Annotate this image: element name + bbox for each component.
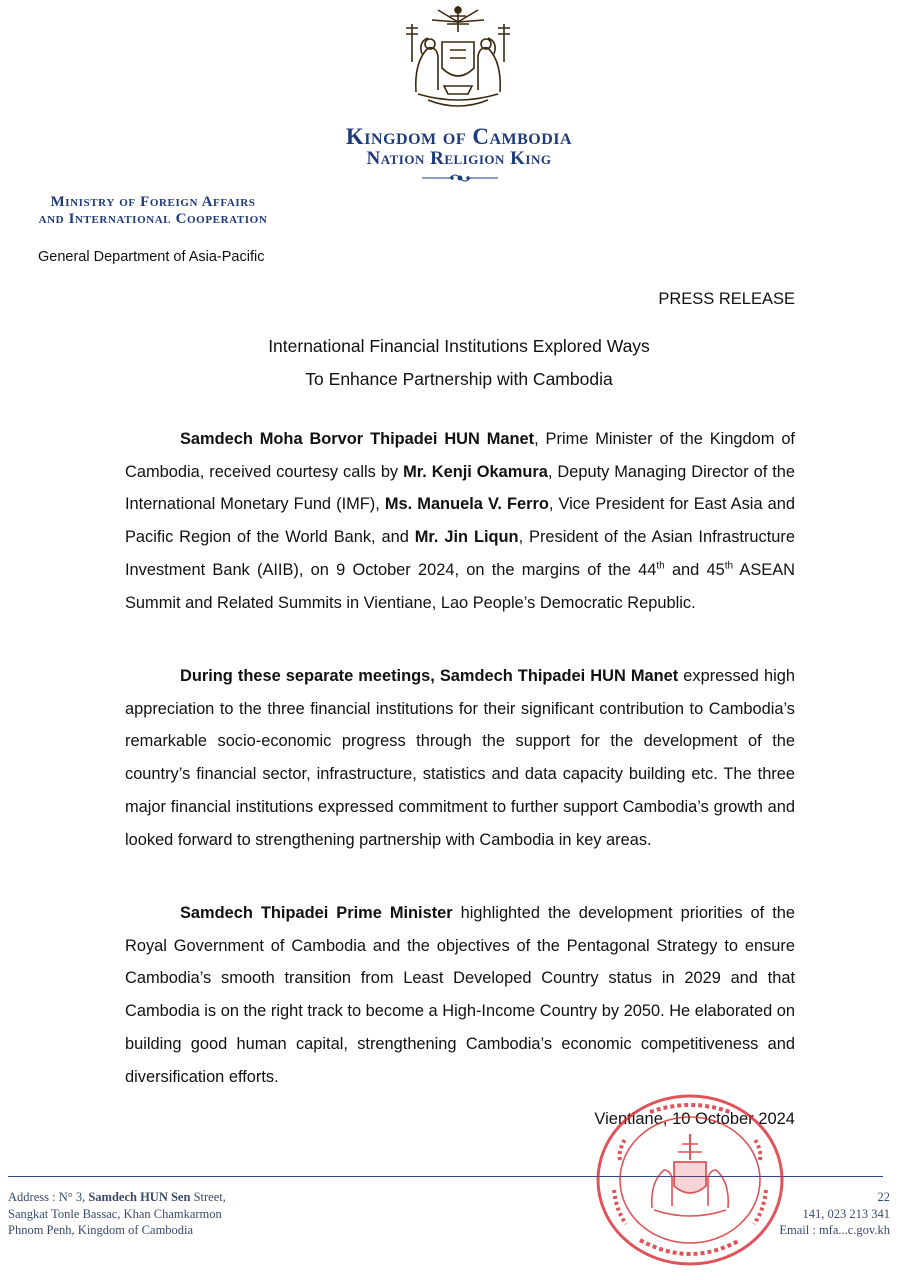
p1-text-1: , Prime Minister of the Kingdom of Cambodia, received courtesy calls by bbox=[125, 430, 795, 481]
ministry-line-1: Ministry of Foreign Affairs bbox=[50, 194, 256, 210]
p1-name-okamura: Mr. Kenji Okamura bbox=[403, 462, 548, 481]
p1-text-2: , Deputy Managing Director of the International Monetary Fund (IMF), bbox=[125, 462, 795, 514]
p1-name-ferro: Ms. Manuela V. Ferro bbox=[384, 495, 549, 514]
p1-text-3: , Vice President for East Asia and Pacific Region of the World Bank, and bbox=[125, 495, 795, 547]
p1-text-4: , President of the Asian Infrastructure Investment Bank (AIIB), on 9 October 2024, on the margins of the 44 bbox=[125, 528, 795, 579]
phone-line-1: 22 bbox=[877, 1190, 890, 1204]
paragraph-2 bbox=[125, 660, 795, 856]
email-line: Email : mfa...c.gov.kh bbox=[779, 1223, 890, 1237]
title-line-2: To Enhance Partnership with Cambodia bbox=[305, 369, 613, 389]
royal-arms-emblem-icon bbox=[398, 2, 518, 114]
p1-text-6: ASEAN Summit and Related Summits in Vientiane, Lao People’s Democratic Republic. bbox=[125, 560, 795, 612]
paragraph-3 bbox=[125, 897, 795, 1093]
footer-address bbox=[8, 1189, 328, 1239]
department-name: General Department of Asia-Pacific bbox=[38, 249, 265, 265]
p3-text: highlighted the development priorities of the Royal Government of Cambodia and the objectives of the Pentagonal Strategy to ensure Cambodia’s smooth transition from Least Developed Country status in 2029 and that Cambodia is on the right track to become a High-Income Country by 2050. He elaborated on building good human capital, strengthening Cambodia’s economic competitiveness and diversification efforts. bbox=[125, 904, 795, 1086]
paragraph-1 bbox=[125, 423, 795, 619]
ministry-line-2: and International Cooperation bbox=[38, 211, 268, 227]
address-line-2: Sangkat Tonle Bassac, Khan Chamkarmon bbox=[8, 1206, 222, 1221]
kingdom-heading: Kingdom of Cambodia bbox=[345, 124, 573, 149]
phone-line-2: 141, 023 213 341 bbox=[802, 1206, 890, 1221]
p2-bold-lead: During these separate meetings, Samdech Thipadei HUN Manet bbox=[180, 667, 679, 685]
p1-name-pm: Samdech Moha Borvor Thipadei HUN Manet bbox=[180, 430, 535, 448]
motto-heading: Nation Religion King bbox=[366, 148, 552, 169]
address-line-3: Phnom Penh, Kingdom of Cambodia bbox=[8, 1223, 194, 1237]
p1-sup-1: th bbox=[656, 560, 665, 572]
place-and-date: Vientiane, 10 October 2024 bbox=[594, 1110, 795, 1128]
p3-bold-lead: Samdech Thipadei Prime Minister bbox=[180, 904, 453, 922]
official-red-seal-icon bbox=[590, 1090, 790, 1270]
ornament-divider-icon bbox=[420, 172, 500, 184]
address-line-1: Address : N° 3, Samdech HUN Sen Street, bbox=[8, 1190, 226, 1204]
p1-sup-2: th bbox=[724, 560, 734, 572]
press-release-label: PRESS RELEASE bbox=[658, 290, 795, 308]
title-line-1: International Financial Institutions Explored Ways bbox=[268, 336, 650, 356]
p1-name-jin: Mr. Jin Liqun bbox=[414, 528, 519, 547]
p1-text-5: and 45 bbox=[664, 560, 725, 579]
p2-text: expressed high appreciation to the three financial institutions for their significant contribution to Cambodia’s remarkable socio-economic progress through the support for the development of the country’s financial sector, infrastructure, statistics and data capacity building etc. The three major financial institutions expressed commitment to further support Cambodia’s growth and looked forward to strengthening partnership with Cambodia in key areas. bbox=[125, 667, 795, 849]
